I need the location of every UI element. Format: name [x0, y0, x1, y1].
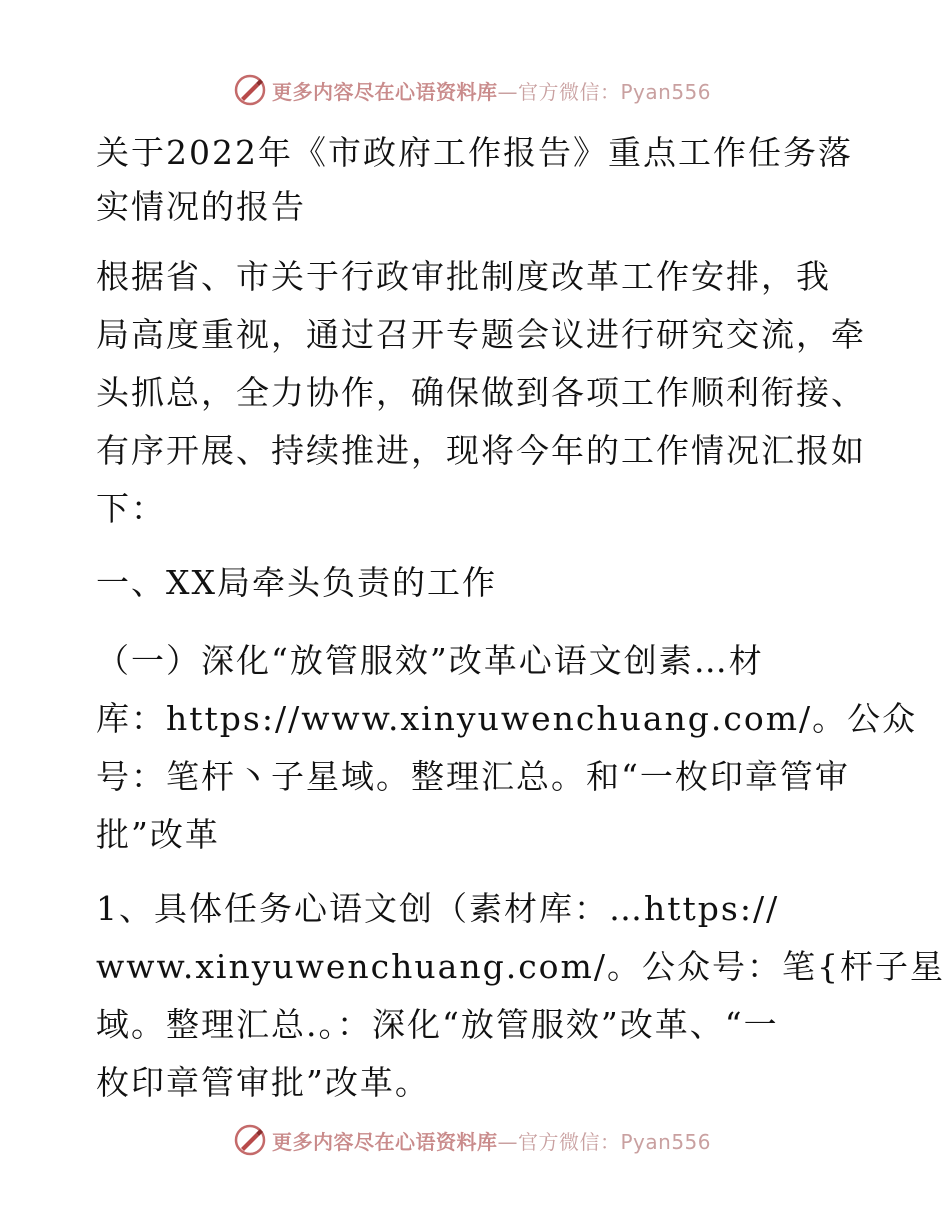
section-heading	[96, 556, 856, 610]
paragraph-line: 枚印章管审批”改革。	[96, 1063, 430, 1102]
title-line: 关于2022年《市政府工作报告》重点工作任务落	[96, 133, 853, 172]
document-title	[96, 126, 856, 234]
intro-paragraph	[96, 250, 866, 540]
heading-line: 一、XX局牵头负责的工作	[96, 563, 497, 602]
subsection-paragraph	[96, 634, 918, 866]
watermark-banner-bottom	[232, 1120, 732, 1160]
pen-logo-icon	[232, 1122, 268, 1158]
watermark-text: 更多内容尽在心语资料库—官方微信：Pyan556	[272, 79, 712, 104]
paragraph-line: 批”改革	[96, 815, 220, 854]
item-paragraph	[96, 882, 945, 1114]
title-line: 实情况的报告	[96, 187, 306, 226]
paragraph-line: 根据省、市关于行政审批制度改革工作安排，我	[96, 257, 831, 296]
paragraph-line: 头抓总，全力协作，确保做到各项工作顺利衔接、	[96, 373, 866, 412]
paragraph-line: www.xinyuwenchuang.com/。公众号：笔{杆子星	[96, 947, 945, 986]
watermark-banner-top	[232, 70, 732, 110]
paragraph-line: 局高度重视，通过召开专题会议进行研究交流，牵	[96, 315, 866, 354]
paragraph-line: （一）深化“放管服效”改革心语文创素…材	[96, 641, 764, 680]
paragraph-line: 域。整理汇总.。：深化“放管服效”改革、“一	[96, 1005, 779, 1044]
paragraph-line: 库：https://www.xinyuwenchuang.com/。公众	[96, 699, 918, 738]
paragraph-line: 号：笔杆丶子星域。整理汇总。和“一枚印章管审	[96, 757, 850, 796]
watermark-text: 更多内容尽在心语资料库—官方微信：Pyan556	[272, 1129, 712, 1154]
paragraph-line: 有序开展、持续推进，现将今年的工作情况汇报如	[96, 431, 866, 470]
paragraph-line: 1、具体任务心语文创（素材库：…https://	[96, 889, 780, 928]
pen-logo-icon	[232, 72, 268, 108]
paragraph-line: 下：	[96, 489, 166, 528]
